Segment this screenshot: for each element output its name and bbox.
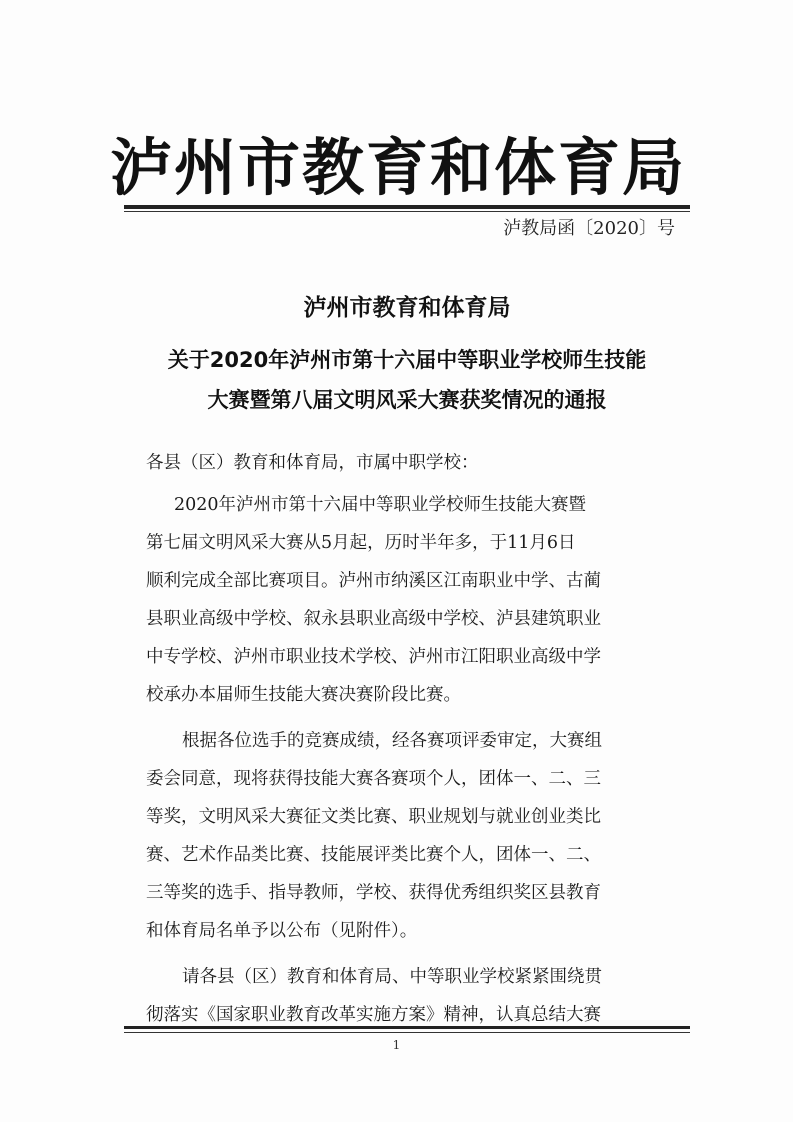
- masthead-title: 泸州市教育和体育局: [110, 131, 687, 204]
- paragraph-line: 第七届文明风采大赛从5月起，历时半年多，于11月6日: [146, 533, 576, 553]
- paragraph-line: 彻落实《国家职业教育改革实施方案》精神，认真总结大赛: [146, 1005, 601, 1025]
- document-title-line-1: 关于2020年泸州市第十六届中等职业学校师生技能: [167, 348, 647, 372]
- paragraph-3: [146, 958, 686, 1034]
- document-number: 泸教局函〔2020〕号: [503, 218, 675, 239]
- paragraph-line: 县职业高级中学校、叙永县职业高级中学校、泸县建筑职业: [146, 609, 601, 629]
- paragraph-line: 委会同意，现将获得技能大赛各赛项个人，团体一、二、三: [146, 769, 601, 789]
- paragraph-line: 请各县（区）教育和体育局、中等职业学校紧紧围绕贯: [182, 967, 602, 987]
- paragraph-2: [146, 722, 686, 950]
- footer-rule: [124, 1026, 690, 1029]
- paragraph-line: 顺利完成全部比赛项目。泸州市纳溪区江南职业中学、古蔺: [146, 571, 601, 591]
- paragraph-line: 等奖，文明风采大赛征文类比赛、职业规划与就业创业类比: [146, 807, 601, 827]
- paragraph-1: [146, 486, 686, 714]
- salutation: [146, 444, 686, 482]
- paragraph-line: 根据各位选手的竞赛成绩，经各赛项评委审定，大赛组: [182, 731, 602, 751]
- header-rule: [124, 205, 690, 209]
- paragraph-line: 和体育局名单予以公布（见附件）。: [146, 921, 418, 941]
- paragraph-line: 中专学校、泸州市职业技术学校、泸州市江阳职业高级中学: [146, 647, 601, 667]
- paragraph-line: 赛、艺术作品类比赛、技能展评类比赛个人，团体一、二、: [146, 845, 601, 865]
- paragraph-line: 2020年泸州市第十六届中等职业学校师生技能大赛暨: [174, 495, 587, 515]
- document-title-issuer: 泸州市教育和体育局: [303, 295, 511, 321]
- page-number: 1: [392, 1038, 401, 1052]
- document-title-line-2: 大赛暨第八届文明风采大赛获奖情况的通报: [207, 388, 607, 412]
- salutation-text: 各县（区）教育和体育局，市属中职学校：: [146, 453, 479, 473]
- paragraph-line: 校承办本届师生技能大赛决赛阶段比赛。: [146, 685, 461, 705]
- header-rule-thin: [124, 211, 690, 212]
- footer-rule-thin: [124, 1032, 690, 1033]
- paragraph-line: 三等奖的选手、指导教师，学校、获得优秀组织奖区县教育: [146, 883, 601, 903]
